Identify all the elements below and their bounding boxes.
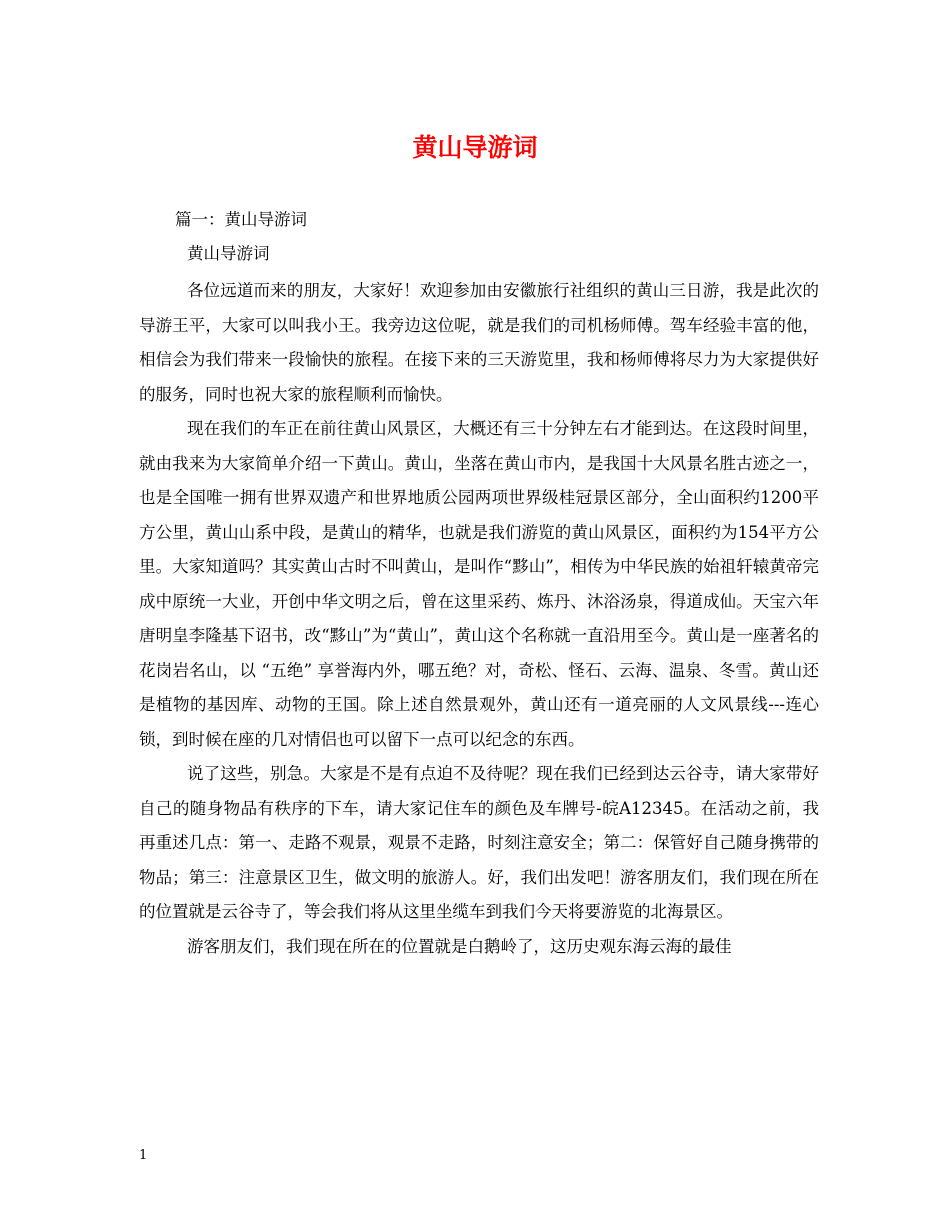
page-number: 1: [139, 1148, 148, 1163]
paragraph-1: 各位远道而来的朋友，大家好！欢迎参加由安徽旅行社组织的黄山三日游，我是此次的导游王平，大家可以叫我小王。我旁边这位呢，就是我们的司机杨师傅。驾车经验丰富的他，相信会为我们带来一段愉快的旅程。在接下来的三天游览里，我和杨师傅将尽力为大家提供好的服务，同时也祝大家的旅程顺利而愉快。: [139, 281, 819, 404]
section-heading: 篇一：黄山导游词: [175, 210, 307, 229]
body-text: [139, 274, 819, 964]
paragraph-4: 游客朋友们，我们现在所在的位置就是白鹅岭了，这历史观东海云海的最佳: [187, 936, 732, 956]
sub-heading: 黄山导游词: [187, 244, 270, 263]
paragraph-3: 说了这些，别急。大家是不是有点迫不及待呢？现在我们已经到达云谷寺，请大家带好自己的随身物品有秩序的下车，请大家记住车的颜色及车牌号-皖A12345。在活动之前，我再重述几点：第一、走路不观景，观景不走路，时刻注意安全；第二：保管好自己随身携带的物品；第三：注意景区卫生，做文明的旅游人。好，我们出发吧！游客朋友们，我们现在所在的位置就是云谷寺了，等会我们将从这里坐缆车到我们今天将要游览的北海景区。: [139, 764, 819, 921]
document-title: 黄山导游词: [412, 133, 538, 162]
paragraph-2: 现在我们的车正在前往黄山风景区，大概还有三十分钟左右才能到达。在这段时间里，就由我来为大家简单介绍一下黄山。黄山，坐落在黄山市内，是我国十大风景名胜古迹之一，也是全国唯一拥有世界双遗产和世界地质公园两项世界级桂冠景区部分，全山面积约1200平方公里，黄山山系中段，是黄山的精华，也就是我们游览的黄山风景区，面积约为154平方公里。大家知道吗？其实黄山古时不叫黄山，是叫作“黟山”，相传为中华民族的始祖轩辕黄帝完成中原统一大业，开创中华文明之后，曾在这里采药、炼丹、沐浴汤泉，得道成仙。天宝六年唐明皇李隆基下诏书，改“黟山”为“黄山”，黄山这个名称就一直沿用至今。黄山是一座著名的花岗岩名山，以 “五绝” 享誉海内外，哪五绝？对，奇松、怪石、云海、温泉、冬雪。黄山还是植物的基因库、动物的王国。除上述自然景观外，黄山还有一道亮丽的人文风景线---连心锁，到时候在座的几对情侣也可以留下一点可以纪念的东西。: [139, 419, 819, 749]
